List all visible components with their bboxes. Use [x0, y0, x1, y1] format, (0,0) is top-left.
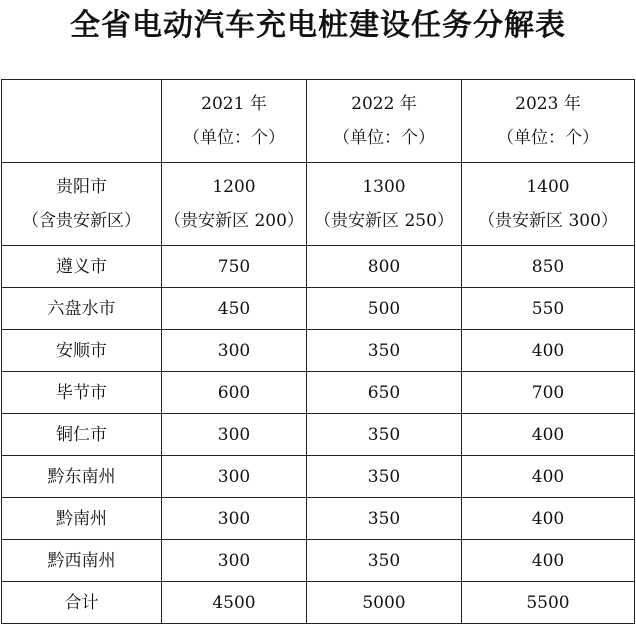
table-row-bijie: [2, 372, 635, 414]
header-year: 2023 年: [515, 94, 581, 114]
value-cell-2021: 300: [162, 330, 307, 372]
table-row-zunyi: [2, 246, 635, 288]
total-cell-2021: 4500: [162, 582, 307, 624]
table-row-tongren: [2, 414, 635, 456]
header-corner-cell: [2, 80, 162, 163]
value: 1400: [526, 177, 570, 197]
city-cell: 遵义市: [2, 246, 162, 288]
table-row-qiannan: [2, 498, 635, 540]
city-cell: 铜仁市: [2, 414, 162, 456]
value: 1300: [362, 177, 406, 197]
value-cell-2022: 350: [307, 456, 462, 498]
value-cell-2023: 400: [462, 456, 635, 498]
value-cell-2023: 400: [462, 540, 635, 582]
value-cell-2022: 800: [307, 246, 462, 288]
page-title: 全省电动汽车充电桩建设任务分解表: [70, 8, 566, 43]
total-cell-2023: 5500: [462, 582, 635, 624]
table-row-guiyang: [2, 163, 635, 246]
table-header-row: [2, 80, 635, 163]
table-row-qianxinan: [2, 540, 635, 582]
city-cell: 黔东南州: [2, 456, 162, 498]
city-cell: [2, 163, 162, 246]
value-cell-2022: 350: [307, 540, 462, 582]
header-year: 2022 年: [351, 94, 417, 114]
city-cell: 安顺市: [2, 330, 162, 372]
value-cell-2023: 850: [462, 246, 635, 288]
city-cell: 黔南州: [2, 498, 162, 540]
value-cell-2021: 600: [162, 372, 307, 414]
table-row-anshun: [2, 330, 635, 372]
city-cell: 毕节市: [2, 372, 162, 414]
city-note: （含贵安新区）: [22, 211, 141, 231]
value-cell-2022: 350: [307, 330, 462, 372]
value-cell-2022: 650: [307, 372, 462, 414]
task-breakdown-table: [1, 79, 635, 624]
city-name: 贵阳市: [56, 177, 107, 197]
value-cell-2023: 550: [462, 288, 635, 330]
header-unit: （单位：个）: [183, 128, 285, 148]
value-cell-2021: 300: [162, 540, 307, 582]
table-row-total: [2, 582, 635, 624]
value-cell-2021: 300: [162, 414, 307, 456]
header-cell-2022: [307, 80, 462, 163]
value-cell-2023: 400: [462, 414, 635, 456]
value-cell-2021: 750: [162, 246, 307, 288]
value-note: （贵安新区 300）: [478, 211, 618, 231]
value-cell-2021: 450: [162, 288, 307, 330]
header-year: 2021 年: [201, 94, 267, 114]
header-unit: （单位：个）: [497, 128, 599, 148]
value-cell-2021: 300: [162, 456, 307, 498]
value-note: （贵安新区 250）: [314, 211, 454, 231]
table-row-liupanshui: [2, 288, 635, 330]
value-cell-2023: 400: [462, 498, 635, 540]
city-cell: 黔西南州: [2, 540, 162, 582]
total-cell-2022: 5000: [307, 582, 462, 624]
value-cell-2021: 300: [162, 498, 307, 540]
header-cell-2023: [462, 80, 635, 163]
value-cell-2022: 500: [307, 288, 462, 330]
header-cell-2021: [162, 80, 307, 163]
value-cell-2022: 350: [307, 498, 462, 540]
value-cell-2023: 400: [462, 330, 635, 372]
city-cell: 六盘水市: [2, 288, 162, 330]
value-cell-2023: [462, 163, 635, 246]
value-cell-2021: [162, 163, 307, 246]
value-cell-2022: 350: [307, 414, 462, 456]
total-label-cell: 合计: [2, 582, 162, 624]
table-row-qiandongnan: [2, 456, 635, 498]
value-cell-2022: [307, 163, 462, 246]
value-cell-2023: 700: [462, 372, 635, 414]
header-unit: （单位：个）: [333, 128, 435, 148]
value: 1200: [212, 177, 256, 197]
value-note: （贵安新区 200）: [164, 211, 304, 231]
